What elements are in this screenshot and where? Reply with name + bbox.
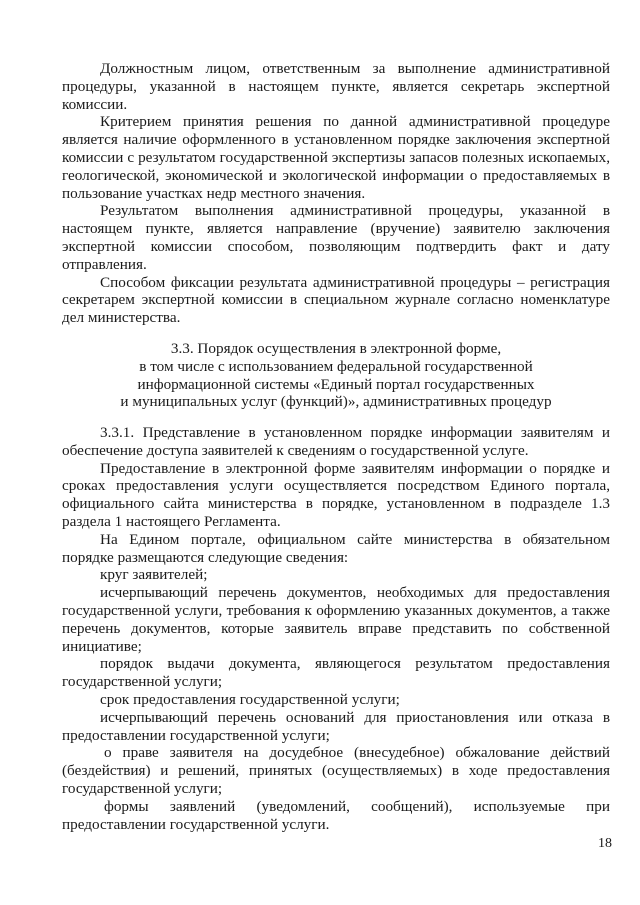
list-item-applicants: круг заявителей;	[100, 566, 208, 584]
list-item-forms: формы заявлений (уведомлений, сообщений), используемые при предоставлении государственной услуги.	[62, 797, 610, 833]
paragraph-electronic-info: Предоставление в электронной форме заявителям информации о порядке и сроках предоставления услуги осуществляется посредством Единого портала, официального сайта министерства в порядке, установленном в подразделе 1.3 раздела 1 настоящего Регламента.	[62, 459, 610, 530]
section-heading-line: информационной системы «Единый портал государственных	[137, 375, 535, 393]
paragraph-decision-criterion: Критерием принятия решения по данной административной процедуре является наличие оформленного в установленном порядке заключения экспертной комиссии с результатом государственной экспертизы запасов полезных ископаемых, геологической, экономической и экологической информации о предоставляемых в пользование участках недр местного значения.	[62, 113, 610, 202]
list-item-documents: исчерпывающий перечень документов, необходимых для предоставления государственной услуги, требования к оформлению указанных документов, а также перечень документов, которые заявитель вправе представить по собственной инициативе;	[62, 584, 610, 655]
page-number: 18	[598, 836, 612, 851]
paragraph-subsection-3-3-1: 3.3.1. Представление в установленном порядке информации заявителям и обеспечение доступа заявителей к сведениям о государственной услуге.	[62, 424, 610, 459]
section-heading-line: и муниципальных услуг (функций)», административных процедур	[120, 393, 552, 411]
paragraph-responsible-official: Должностным лицом, ответственным за выполнение административной процедуры, указанной в настоящем пункте, является секретарь экспертной комиссии.	[62, 60, 610, 113]
section-heading-line: 3.3. Порядок осуществления в электронной форме,	[170, 340, 502, 357]
paragraph-portal-info: На Едином портале, официальном сайте министерства в обязательном порядке размещаются следующие сведения:	[62, 530, 610, 566]
list-item-term: срок предоставления государственной услуги;	[100, 690, 400, 708]
paragraph-procedure-result: Результатом выполнения административной процедуры, указанной в настоящем пункте, является направление (вручение) заявителю заключения экспертной комиссии способом, позволяющим подтвердить факт и дату отправления.	[62, 202, 610, 273]
section-heading-line: в том числе с использованием федеральной государственной	[139, 357, 533, 375]
list-item-issuance: порядок выдачи документа, являющегося результатом предоставления государственной услуги;	[62, 655, 610, 691]
list-item-appeal-right: о праве заявителя на досудебное (внесудебное) обжалование действий (бездействия) и решений, принятых (осуществляемых) в ходе предоставления государственной услуги;	[62, 744, 610, 797]
list-item-grounds: исчерпывающий перечень оснований для приостановления или отказа в предоставлении государственной услуги;	[62, 708, 610, 744]
section-heading	[62, 340, 610, 411]
intro-text-block	[62, 60, 610, 327]
paragraph-result-recording: Способом фиксации результата административной процедуры – регистрация секретарем экспертной комиссии в специальном журнале согласно номенклатуре дел министерства.	[62, 273, 610, 327]
section-text-block	[62, 424, 610, 833]
